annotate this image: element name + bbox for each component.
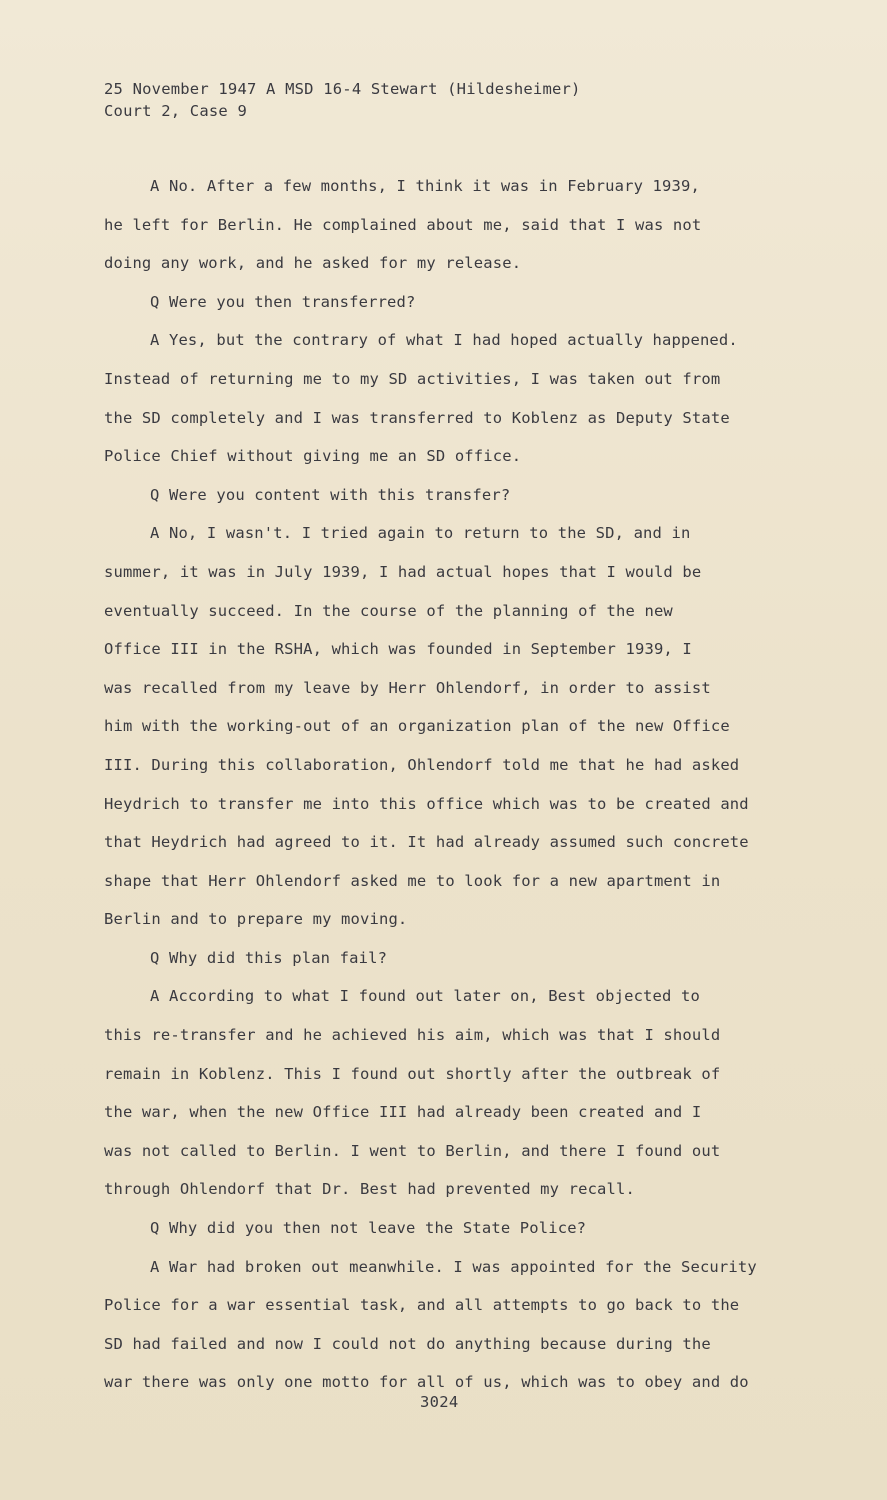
transcript-line: A War had broken out meanwhile. I was appointed for the Security	[150, 1257, 757, 1276]
transcript-line: A No. After a few months, I think it was in February 1939,	[150, 177, 700, 195]
transcript-line: the war, when the new Office III had already been created and I	[104, 1103, 702, 1122]
transcript-line: this re-transfer and he achieved his aim, which was that I should	[104, 1026, 721, 1045]
transcript-line: him with the working-out of an organization plan of the new Office	[104, 717, 730, 736]
transcript-line: A Yes, but the contrary of what I had hoped actually happened.	[150, 331, 738, 350]
transcript-line: through Ohlendorf that Dr. Best had prevented my recall.	[104, 1180, 635, 1199]
page-number: 3024	[420, 1393, 459, 1411]
transcript-line: that Heydrich had agreed to it. It had already assumed such concrete	[104, 833, 749, 852]
transcript-line: the SD completely and I was transferred to Koblenz as Deputy State	[104, 408, 730, 427]
transcript-line: SD had failed and now I could not do anything because during the	[104, 1334, 711, 1353]
transcript-line: Q Were you content with this transfer?	[150, 485, 511, 504]
transcript-line: Office III in the RSHA, which was founded in September 1939, I	[104, 640, 692, 659]
document-header	[104, 78, 581, 122]
transcript-line: shape that Herr Ohlendorf asked me to look for a new apartment in	[104, 871, 721, 890]
transcript-line: eventually succeed. In the course of the planning of the new	[104, 601, 673, 620]
transcript-line: was not called to Berlin. I went to Berlin, and there I found out	[104, 1141, 721, 1160]
transcript-line: Police for a war essential task, and all attempts to go back to the	[104, 1296, 740, 1315]
transcript-line: doing any work, and he asked for my release.	[104, 254, 522, 273]
transcript-line: summer, it was in July 1939, I had actual hopes that I would be	[104, 562, 702, 581]
transcript-line: III. During this collaboration, Ohlendorf told me that he had asked	[104, 755, 740, 774]
transcript-line: was recalled from my leave by Herr Ohlendorf, in order to assist	[104, 678, 711, 697]
transcript-line: Q Were you then transferred?	[150, 292, 416, 311]
transcript-line: Heydrich to transfer me into this office which was to be created and	[104, 794, 749, 813]
transcript-line: Q Why did this plan fail?	[150, 948, 388, 967]
transcript-body	[104, 172, 804, 1407]
transcript-line: Berlin and to prepare my moving.	[104, 910, 408, 929]
transcript-line: Q Why did you then not leave the State Police?	[150, 1219, 587, 1238]
transcript-line: Instead of returning me to my SD activities, I was taken out from	[104, 369, 721, 388]
transcript-line: war there was only one motto for all of us, which was to obey and do	[104, 1373, 749, 1392]
header-date-line: 25 November 1947 A MSD 16-4 Stewart (Hildesheimer)	[104, 80, 581, 98]
transcript-line: A According to what I found out later on, Best objected to	[150, 987, 700, 1006]
transcript-line: remain in Koblenz. This I found out shortly after the outbreak of	[104, 1064, 721, 1083]
transcript-line: Police Chief without giving me an SD office.	[104, 447, 522, 466]
header-court-line: Court 2, Case 9	[104, 102, 247, 120]
transcript-line: A No, I wasn't. I tried again to return to the SD, and in	[150, 524, 691, 543]
transcript-line: he left for Berlin. He complained about me, said that I was not	[104, 215, 702, 234]
